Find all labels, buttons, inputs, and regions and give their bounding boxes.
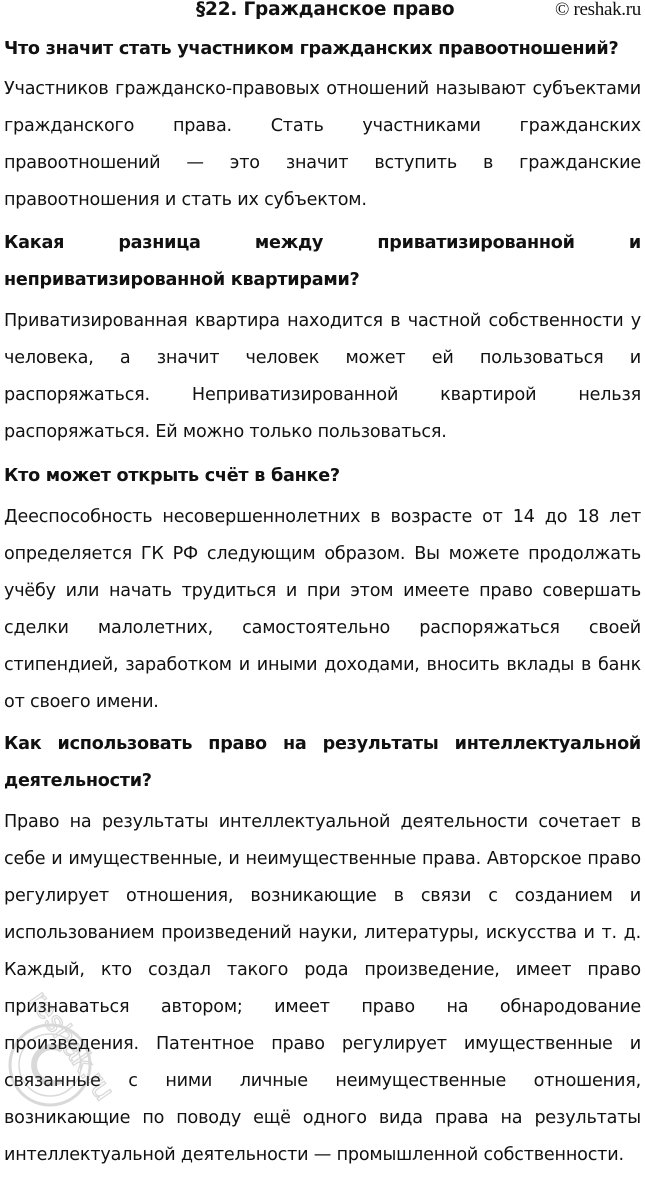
qa-section-2 bbox=[4, 225, 641, 451]
qa-content bbox=[4, 30, 641, 1177]
question-heading: Что значит стать участником гражданских правоотношений? bbox=[4, 39, 619, 59]
copyright-label: © reshak.ru bbox=[554, 0, 641, 20]
answer-paragraph: Приватизированная квартира находится в частной собственности у человека, а значит человек может ей пользоваться и распоряжаться. Неприватизированной квартирой нельзя распоряжаться. Ей можно только пользоваться. bbox=[4, 311, 641, 442]
qa-section-1 bbox=[4, 31, 641, 219]
qa-section-4 bbox=[4, 726, 641, 1174]
question-heading: Как использовать право на результаты интеллектуальной деятельности? bbox=[4, 734, 641, 791]
answer-paragraph: Участников гражданско-правовых отношений называют субъектами гражданского права. Стать участниками гражданских правоотношений — это значит вступить в гражданские правоотношения и стать их субъектом. bbox=[4, 79, 641, 210]
qa-section-3 bbox=[4, 458, 641, 721]
page-title: §22. Гражданское право bbox=[196, 0, 455, 20]
question-heading: Кто может открыть счёт в банке? bbox=[4, 466, 340, 486]
svg-text:reshak.ru: reshak.ru bbox=[22, 985, 122, 1107]
answer-paragraph: Дееспособность несовершеннолетних в возрасте от 14 до 18 лет определяется ГК РФ следующим образом. Вы можете продолжать учёбу или начать трудиться и при этом имеете право совершать сделки малолетних, самостоятельно распоряжаться своей стипендией, заработком и иными доходами, вносить вклады в банк от своего имени. bbox=[4, 507, 641, 712]
page-header bbox=[0, 0, 645, 26]
answer-paragraph: Право на результаты интеллектуальной деятельности сочетает в себе и имущественные, и неимущественные права. Авторское право регулирует отношения, возникающие в связи с созданием и использованием произведений науки, литературы, искусства и т. д. Каждый, кто создал такого рода произведение, имеет право признаваться автором; имеет право на обнародование произведения. Патентное право регулирует имущественные и связанные с ними личные неимущественные отношения, возникающие по поводу ещё одного вида права на результаты интеллектуальной деятельности — промышленной собственности. bbox=[4, 812, 641, 1165]
question-heading: Какая разница между приватизированной и неприватизированной квартирами? bbox=[4, 233, 641, 290]
